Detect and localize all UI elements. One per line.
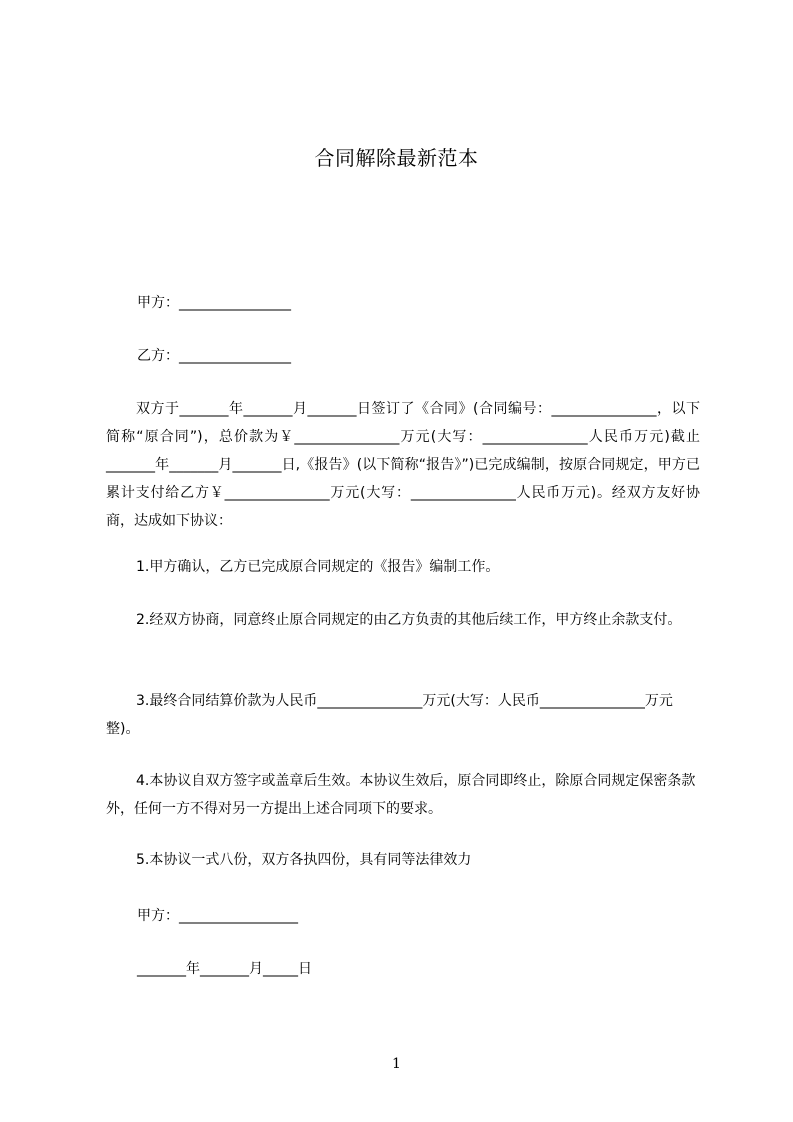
clause-1: 1.甲方确认，乙方已完成原合同规定的《报告》编制工作。 bbox=[136, 559, 500, 575]
clause-2: 2.经双方协商，同意终止原合同规定的由乙方负责的其他后续工作，甲方终止余款支付。 bbox=[136, 612, 682, 628]
signature-date-line: _______年_______月_____日 bbox=[137, 961, 312, 977]
clause-5: 5.本协议一式八份，双方各执四份，具有同等法律效力 bbox=[136, 852, 472, 868]
party-a-line: 甲方：________________ bbox=[137, 295, 291, 311]
clause-3: 3.最终合同结算价款为人民币_______________万元(大写：人民币_______________万元整)。 bbox=[106, 693, 673, 737]
document-title: 合同解除最新范本 bbox=[314, 146, 479, 170]
intro-paragraph: 双方于_______年_______月_______日签订了《合同》(合同编号：_______________，以下简称“原合同”)，总价款为￥_______________万元(大写：_______________人民币万元)截止_______年_______月_______日,《报告》(以下简称“报告》”)已完成编制，按原合同规定，甲方已累计支付给乙方￥_______________万元(大写：_______________人民币万元)。经双方友好协商，达成如下协议： bbox=[106, 401, 700, 529]
signature-party-line: 甲方：_________________ bbox=[137, 908, 298, 924]
party-b-line: 乙方：________________ bbox=[137, 348, 291, 364]
clause-4: 4.本协议自双方签字或盖章后生效。本协议生效后，原合同即终止，除原合同规定保密条款外，任何一方不得对另一方提出上述合同项下的要求。 bbox=[106, 773, 696, 817]
page-number: 1 bbox=[392, 1056, 401, 1072]
